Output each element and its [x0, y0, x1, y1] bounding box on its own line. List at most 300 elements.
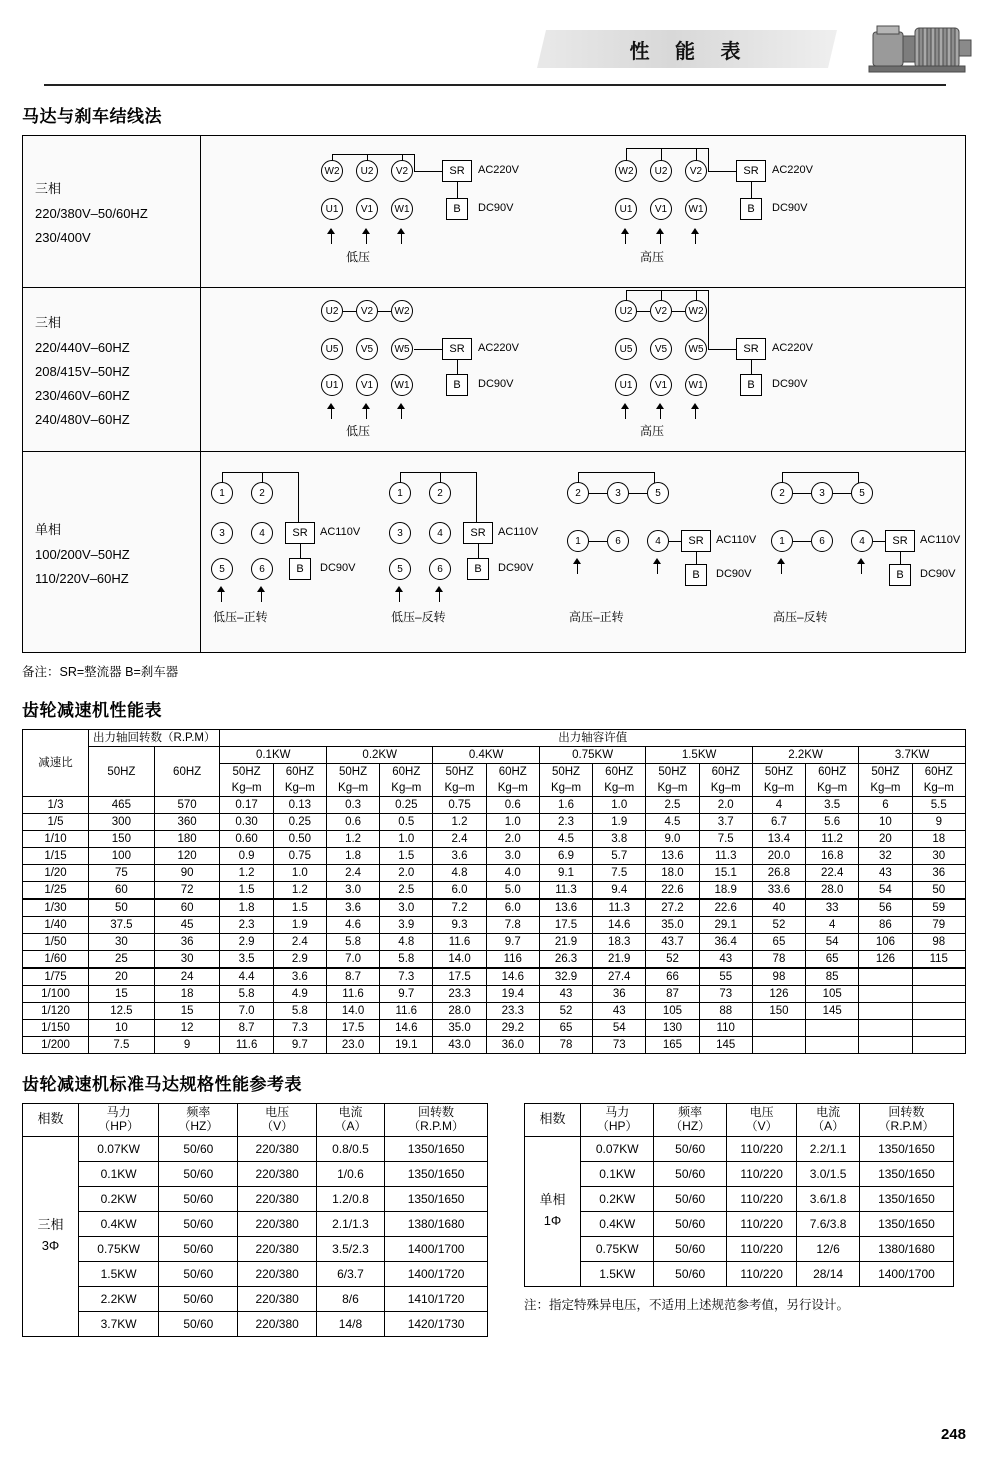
cell-torque: 55 [699, 968, 752, 986]
cell-torque: 145 [699, 1037, 752, 1054]
terminal-node: 2 [567, 482, 589, 504]
cell-power: 2.2KW [79, 1286, 159, 1311]
wiring-table [22, 135, 966, 653]
ac-voltage-label: AC220V [772, 164, 813, 176]
hz-label: 60HZ [818, 766, 847, 778]
table-row [23, 899, 966, 917]
table-row [23, 1261, 488, 1286]
cell-rpm-60: 18 [154, 986, 220, 1003]
unit-label: Kg–m [817, 782, 848, 794]
supply-arrow [257, 586, 266, 602]
wire [457, 182, 458, 198]
cell-voltage: 220/380 [238, 1211, 316, 1236]
cell-torque: 9 [912, 814, 965, 831]
head-line: 相数 [37, 1111, 64, 1127]
supply-arrow [435, 586, 444, 602]
cell-torque: 4.5 [539, 831, 592, 848]
cell-torque [912, 986, 965, 1003]
wire [222, 472, 298, 473]
wire [661, 290, 662, 301]
terminal-node: W1 [391, 374, 413, 396]
cell-torque: 73 [593, 1037, 646, 1054]
cell-torque: 4.6 [326, 917, 379, 934]
col-kw: 0.75KW [539, 747, 645, 764]
page-number: 248 [940, 1426, 966, 1443]
col-voltage [238, 1104, 316, 1137]
cell-torque: 32.9 [539, 968, 592, 986]
cell-rpm-50: 30 [89, 934, 155, 951]
supply-arrow [217, 586, 226, 602]
cell-torque: 11.6 [220, 1037, 273, 1054]
unit-label: Kg–m [550, 782, 582, 794]
cell-frequency: 50/60 [159, 1161, 238, 1186]
cell-voltage: 220/380 [238, 1261, 316, 1286]
terminal-node: W2 [321, 160, 343, 182]
terminal-node: W2 [685, 300, 707, 322]
terminal-node: 2 [251, 482, 273, 504]
wire [367, 154, 368, 161]
cell-torque: 20.0 [752, 848, 805, 865]
cell-current: 2.1/1.3 [316, 1211, 384, 1236]
cell-torque: 5.8 [380, 951, 433, 969]
cell-torque: 3.6 [433, 848, 486, 865]
cell-voltage: 110/220 [726, 1161, 796, 1186]
col-hz50 [220, 764, 273, 797]
cell-rpm-50: 12.5 [89, 1003, 155, 1020]
cell-torque: 17.5 [539, 917, 592, 934]
table-row [525, 1236, 954, 1261]
wire [782, 472, 858, 473]
ac-voltage-label: AC110V [920, 534, 961, 546]
unit-label: Kg–m [444, 782, 475, 794]
cell-phase [525, 1136, 581, 1286]
wire [672, 311, 685, 312]
cell-ratio: 1/120 [23, 1003, 89, 1020]
cell-torque: 130 [646, 1020, 699, 1037]
cell-torque: 1.0 [486, 814, 539, 831]
terminal-node: V1 [356, 374, 378, 396]
spec-head [525, 1104, 954, 1137]
cell-torque: 7.3 [273, 1020, 326, 1037]
cell-rpm-60: 120 [154, 848, 220, 865]
cell-torque [912, 968, 965, 986]
cell-torque: 27.2 [646, 899, 699, 917]
cell-torque: 7.0 [326, 951, 379, 969]
unit-label: Kg–m [338, 782, 369, 794]
cell-torque: 2.3 [539, 814, 592, 831]
cell-torque: 40 [752, 899, 805, 917]
cell-rpm-50: 60 [89, 882, 155, 900]
cell-torque: 1.9 [273, 917, 326, 934]
cell-frequency: 50/60 [654, 1136, 727, 1161]
cell-voltage: 110/220 [726, 1186, 796, 1211]
table-row [23, 1211, 488, 1236]
cell-torque: 54 [859, 882, 912, 900]
cell-frequency: 50/60 [654, 1211, 727, 1236]
cell-torque: 16.8 [806, 848, 859, 865]
cell-power: 0.2KW [581, 1186, 654, 1211]
terminal-node: 6 [607, 530, 629, 552]
wiring-diagrams [201, 136, 965, 287]
terminal-node: U1 [615, 374, 637, 396]
cell-rpm-50: 100 [89, 848, 155, 865]
table-row [525, 1186, 954, 1211]
col-kw: 1.5KW [646, 747, 752, 764]
col-phase [525, 1104, 581, 1137]
wire [873, 541, 885, 542]
cell-ratio: 1/3 [23, 797, 89, 814]
hz-label: 50HZ [764, 766, 793, 778]
hz-label: 50HZ [232, 766, 261, 778]
col-power [79, 1104, 159, 1137]
terminal-node: V2 [356, 300, 378, 322]
cell-rpm-60: 360 [154, 814, 220, 831]
wiring-row [23, 136, 965, 288]
wire [654, 472, 655, 483]
cell-voltage: 220/380 [238, 1161, 316, 1186]
wire [343, 311, 356, 312]
cell-rpm-60: 180 [154, 831, 220, 848]
cell-torque: 18.3 [593, 934, 646, 951]
cell-torque: 98 [912, 934, 965, 951]
col-voltage [726, 1104, 796, 1137]
cell-current: 6/3.7 [316, 1261, 384, 1286]
cell-ratio: 1/15 [23, 848, 89, 865]
rectifier-box: SR [681, 530, 711, 552]
cell-power: 0.75KW [79, 1236, 159, 1261]
terminal-node: 4 [647, 530, 669, 552]
cell-rpm-50: 75 [89, 865, 155, 882]
cell-torque: 5.7 [593, 848, 646, 865]
cell-frequency: 50/60 [159, 1261, 238, 1286]
cell-torque: 2.0 [380, 865, 433, 882]
cell-torque: 2.5 [380, 882, 433, 900]
cell-torque: 14.0 [326, 1003, 379, 1020]
terminal-node: W2 [615, 160, 637, 182]
cell-torque: 78 [539, 1037, 592, 1054]
wire [696, 290, 697, 301]
cell-torque: 2.4 [433, 831, 486, 848]
head-line: （R.P.M） [878, 1118, 935, 1133]
wire [414, 171, 442, 172]
cell-torque: 19.4 [486, 986, 539, 1003]
terminal-node: 4 [429, 522, 451, 544]
cell-torque: 1.9 [593, 814, 646, 831]
cell-torque: 1.5 [380, 848, 433, 865]
head-line: （HZ） [178, 1118, 219, 1133]
gear-motor-icon [867, 18, 977, 80]
perf-section-title: 齿轮减速机性能表 [22, 701, 162, 720]
col-frequency [654, 1104, 727, 1137]
cell-torque: 29.1 [699, 917, 752, 934]
cell-voltage: 110/220 [726, 1211, 796, 1236]
col-current [797, 1104, 860, 1137]
cell-torque: 18.9 [699, 882, 752, 900]
wiring-row-label [23, 452, 201, 652]
cell-voltage: 220/380 [238, 1286, 316, 1311]
diagram-caption: 低压 [346, 250, 371, 264]
col-hz50 [539, 764, 592, 797]
col-hz50 [859, 764, 912, 797]
cell-torque: 11.6 [380, 1003, 433, 1020]
label-line: 三相 [35, 181, 62, 196]
cell-torque: 1.0 [273, 865, 326, 882]
cell-torque: 2.0 [486, 831, 539, 848]
brake-box: B [685, 564, 707, 586]
cell-torque: 4.5 [646, 814, 699, 831]
brake-box: B [446, 198, 468, 220]
col-rpm-60: 60HZ [154, 747, 220, 797]
table-row [23, 1136, 488, 1161]
label-line: 110/220V–60HZ [35, 570, 129, 586]
cell-torque: 15.1 [699, 865, 752, 882]
cell-rpm-60: 24 [154, 968, 220, 986]
perf-head-row [23, 730, 966, 747]
cell-torque: 0.17 [220, 797, 273, 814]
ac-voltage-label: AC220V [772, 342, 813, 354]
cell-rpm-50: 15 [89, 986, 155, 1003]
cell-torque: 35.0 [433, 1020, 486, 1037]
cell-current: 3.5/2.3 [316, 1236, 384, 1261]
wire [457, 360, 458, 374]
cell-current: 7.6/3.8 [797, 1211, 860, 1236]
terminal-node: 5 [211, 558, 233, 580]
cell-torque: 11.3 [699, 848, 752, 865]
cell-torque: 3.7 [699, 814, 752, 831]
cell-torque: 150 [752, 1003, 805, 1020]
cell-power: 3.7KW [79, 1311, 159, 1336]
wire [400, 472, 476, 473]
diagram-caption: 高压–反转 [773, 610, 828, 624]
col-hz60 [806, 764, 859, 797]
supply-arrow [327, 228, 336, 244]
cell-torque: 88 [699, 1003, 752, 1020]
terminal-node: 1 [389, 482, 411, 504]
cell-current: 14/8 [316, 1311, 384, 1336]
head-line: 频率 [186, 1105, 211, 1119]
cell-torque: 10 [859, 814, 912, 831]
cell-torque [859, 1037, 912, 1054]
hz-label: 50HZ [551, 766, 581, 778]
cell-current: 3.6/1.8 [797, 1186, 860, 1211]
terminal-node: W5 [685, 338, 707, 360]
table-row [23, 814, 966, 831]
cell-power: 0.1KW [79, 1161, 159, 1186]
phase-line-1: 三相 [37, 1217, 64, 1233]
brake-box: B [289, 558, 311, 580]
cell-torque: 4.4 [220, 968, 273, 986]
cell-torque: 23.3 [433, 986, 486, 1003]
unit-label: Kg–m [497, 782, 528, 794]
cell-rpm-50: 7.5 [89, 1037, 155, 1054]
cell-ratio: 1/50 [23, 934, 89, 951]
cell-torque: 23.3 [486, 1003, 539, 1020]
terminal-node: V1 [356, 198, 378, 220]
table-row [23, 1311, 488, 1336]
cell-torque: 5.8 [326, 934, 379, 951]
cell-torque: 66 [646, 968, 699, 986]
cell-power: 0.07KW [581, 1136, 654, 1161]
terminal-node: 3 [811, 482, 833, 504]
cell-torque: 116 [486, 951, 539, 969]
wire [578, 472, 579, 483]
dc-voltage-label: DC90V [716, 568, 752, 580]
col-hz60 [380, 764, 433, 797]
cell-rpm-60: 60 [154, 899, 220, 917]
terminal-node: U5 [615, 338, 637, 360]
terminal-node: U2 [615, 300, 637, 322]
wire [440, 472, 441, 483]
col-hz50 [646, 764, 699, 797]
cell-torque: 18.0 [646, 865, 699, 882]
cell-torque: 1.2 [220, 865, 273, 882]
cell-voltage: 110/220 [726, 1136, 796, 1161]
cell-rpm: 1350/1650 [385, 1186, 488, 1211]
cell-torque: 1.8 [326, 848, 379, 865]
cell-torque: 86 [859, 917, 912, 934]
cell-torque: 7.3 [380, 968, 433, 986]
terminal-node: 6 [429, 558, 451, 580]
cell-torque: 126 [859, 951, 912, 969]
dc-voltage-label: DC90V [920, 568, 956, 580]
wire [696, 552, 697, 564]
cell-rpm-50: 300 [89, 814, 155, 831]
supply-arrow [621, 403, 630, 419]
ac-voltage-label: AC220V [478, 164, 519, 176]
terminal-node: 6 [251, 558, 273, 580]
cell-torque: 1.5 [220, 882, 273, 900]
cell-rpm: 1380/1680 [859, 1236, 953, 1261]
cell-torque [752, 1020, 805, 1037]
cell-torque: 1.0 [380, 831, 433, 848]
cell-torque: 5.0 [486, 882, 539, 900]
cell-torque: 65 [752, 934, 805, 951]
col-hz60 [912, 764, 965, 797]
wire [332, 154, 333, 161]
dc-voltage-label: DC90V [478, 378, 514, 390]
cell-torque [752, 1037, 805, 1054]
cell-rpm-60: 45 [154, 917, 220, 934]
ac-voltage-label: AC110V [498, 526, 539, 538]
cell-torque: 11.6 [433, 934, 486, 951]
brake-box: B [467, 558, 489, 580]
terminal-node: V5 [650, 338, 672, 360]
wiring-diagrams [201, 452, 965, 652]
cell-torque: 6.7 [752, 814, 805, 831]
terminal-node: 1 [211, 482, 233, 504]
supply-arrow [621, 228, 630, 244]
ac-voltage-label: AC110V [320, 526, 361, 538]
table-row [23, 951, 966, 969]
wire [669, 541, 681, 542]
cell-torque: 27.4 [593, 968, 646, 986]
cell-torque: 2.9 [220, 934, 273, 951]
cell-rpm: 1350/1650 [859, 1161, 953, 1186]
cell-torque: 85 [806, 968, 859, 986]
cell-voltage: 220/380 [238, 1236, 316, 1261]
cell-torque: 1.0 [593, 797, 646, 814]
terminal-node: V2 [650, 300, 672, 322]
cell-rpm-60: 15 [154, 1003, 220, 1020]
col-hz50 [433, 764, 486, 797]
terminal-node: W2 [391, 300, 413, 322]
cell-power: 1.5KW [581, 1261, 654, 1286]
supply-arrow [691, 228, 700, 244]
supply-arrow [397, 403, 406, 419]
unit-label: Kg–m [604, 782, 635, 794]
supply-arrow [327, 403, 336, 419]
cell-torque: 3.6 [273, 968, 326, 986]
cell-torque: 98 [752, 968, 805, 986]
cell-torque: 11.3 [593, 899, 646, 917]
col-hz60 [699, 764, 752, 797]
cell-torque: 18 [912, 831, 965, 848]
rectifier-box: SR [885, 530, 915, 552]
col-ratio: 减速比 [23, 730, 89, 797]
cell-voltage: 110/220 [726, 1261, 796, 1286]
cell-torque: 14.6 [593, 917, 646, 934]
hz-label: 60HZ [392, 766, 421, 778]
cell-torque: 73 [699, 986, 752, 1003]
wire [589, 493, 607, 494]
head-line: 相数 [539, 1111, 566, 1127]
section-banner [537, 30, 837, 68]
cell-torque: 14.0 [433, 951, 486, 969]
head-line: 电流 [338, 1105, 363, 1119]
cell-torque: 126 [752, 986, 805, 1003]
cell-torque: 5.8 [273, 1003, 326, 1020]
head-line: 马力 [605, 1105, 630, 1119]
head-line: 电压 [265, 1105, 290, 1119]
col-kw: 0.2KW [326, 747, 432, 764]
wire [793, 541, 811, 542]
col-kw: 0.1KW [220, 747, 326, 764]
cell-torque: 3.5 [806, 797, 859, 814]
cell-voltage: 220/380 [238, 1136, 316, 1161]
cell-torque: 0.5 [380, 814, 433, 831]
diagram-caption: 低压 [346, 424, 371, 438]
spec-note: 注：指定特殊异电压，不适用上述规范参考值，另行设计。 [524, 1297, 850, 1312]
supply-arrow [395, 586, 404, 602]
cell-torque: 35.0 [646, 917, 699, 934]
hz-label: 50HZ [339, 766, 368, 778]
cell-torque: 9.7 [380, 986, 433, 1003]
cell-frequency: 50/60 [654, 1186, 727, 1211]
cell-torque: 1.8 [220, 899, 273, 917]
terminal-node: V1 [650, 374, 672, 396]
terminal-node: 4 [251, 522, 273, 544]
wire [793, 493, 811, 494]
cell-torque: 0.3 [326, 797, 379, 814]
wire [696, 148, 697, 161]
head-line: （HZ） [670, 1118, 711, 1133]
head-line: （V） [261, 1118, 294, 1133]
cell-torque [859, 986, 912, 1003]
cell-torque: 0.9 [220, 848, 273, 865]
cell-rpm-50: 50 [89, 899, 155, 917]
cell-voltage: 110/220 [726, 1236, 796, 1261]
brake-box: B [740, 374, 762, 396]
col-hz50 [326, 764, 379, 797]
hz-label: 50HZ [658, 766, 687, 778]
cell-torque: 0.75 [273, 848, 326, 865]
col-kw: 3.7KW [859, 747, 966, 764]
cell-torque: 13.6 [539, 899, 592, 917]
cell-ratio: 1/5 [23, 814, 89, 831]
cell-torque: 5.6 [806, 814, 859, 831]
wire [589, 541, 607, 542]
cell-torque: 3.0 [326, 882, 379, 900]
